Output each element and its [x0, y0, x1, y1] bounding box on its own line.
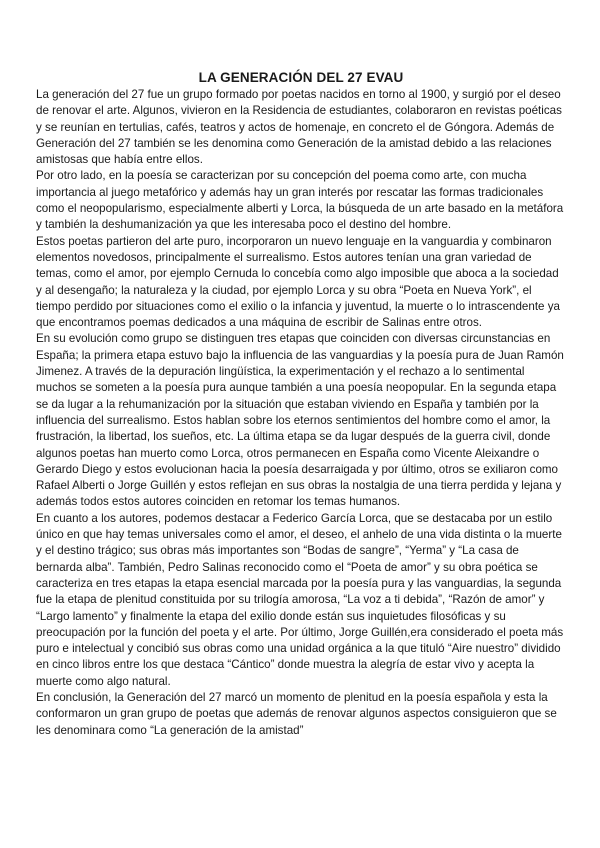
paragraph-themes: Estos poetas partieron del arte puro, incorporaron un nuevo lenguaje en la vanguardia y combinaron elementos novedosos, principalmente el surrealismo. Estos autores tenían una gran variedad de temas, como el amor, por ejemplo Cernuda lo concebía como algo imposible que aboca a la sociedad y al desengaño; la naturaleza y la ciudad, por ejemplo Lorca y su obra “Poeta en Nueva York”, el tiempo perdido por situaciones como el exilio o la infancia y juventud, la muerte o lo intrascendente ya que encontramos poemas dedicados a una máquina de escribir de Salinas entre otros.	[36, 234, 560, 330]
paragraph-authors: En cuanto a los autores, podemos destacar a Federico García Lorca, que se destacaba por un estilo único en que hay temas universales como el amor, el deseo, el anhelo de una vida distinta o la muerte y el destino trágico; sus obras más importantes son “Bodas de sangre”, “Yerma” y “La casa de bernarda alba”. También, Pedro Salinas reconocido como el “Poeta de amor” y su obra poética se caracteriza en tres etapas la etapa esencial marcada por la poesía pura y las vanguardias, la segunda fue la etapa de plenitud constituida por su trilogía amorosa, “La voz a ti debida”, “Razón de amor” y “Largo lamento” y finalmente la etapa del exilio donde están sus inquietudes filosóficas y su preocupación por la función del poeta y el arte. Por último, Jorge Guillén,era considerado el poeta más puro e intelectual y concibió sus obras como una unidad orgánica a la que tituló “Aire nuestro” dividido en cinco libros entre los que destaca “Cántico” donde muestra la alegría de estar vivo y acepta la muerte como algo natural.	[36, 511, 564, 688]
document-title: LA GENERACIÓN DEL 27 EVAU	[198, 70, 404, 85]
paragraph-evolution: En su evolución como grupo se distinguen tres etapas que coinciden con diversas circunstancias en España; la primera etapa estuvo bajo la influencia de las vanguardias y la poesía pura de Juan Ramón Jimenez. A través de la depuración lingüística, la experimentación y el rechazo a lo sentimental muchos se someten a la poesía pura aunque también a una poesía neopopular. En la segunda etapa se da lugar a la rehumanización por la situación que estaban viviendo en España y también por la influencia del surrealismo. Estos hablan sobre los eternos sentimientos del hombre como el amor, la frustración, la libertad, los sueños, etc. La última etapa se da lugar después de la guerra civil, donde algunos poetas han muerto como Lorca, otros permanecen en España como Vicente Aleixandre o Gerardo Diego y estos evolucionan hacia la poesía desarraigada y por último, otros se exiliaron como Rafael Alberti o Jorge Guillén y estos reflejan en sus obras la nostalgia de una tierra perdida y lejana y además todos estos autores coinciden en retomar los temas humanos.	[36, 332, 564, 509]
paragraph-intro: La generación del 27 fue un grupo formado por poetas nacidos en torno al 1900, y surgió por el deseo de renovar el arte. Algunos, vivieron en la Residencia de estudiantes, colaboraron en revistas poéticas y se reunían en tertulias, cafés, teatros y actos de homenaje, en concreto el de Góngora. Además de Generación del 27 también se les denomina como Generación de la amistad debido a las relaciones amistosas que había entre ellos.	[36, 88, 562, 167]
paragraph-conclusion: En conclusión, la Generación del 27 marcó un momento de plenitud en la poesía española y esta la conformaron un gran grupo de poetas que además de renovar algunos aspectos consiguieron que se les denominara como “La generación de la amistad”	[36, 690, 557, 737]
paragraph-characteristics: Por otro lado, en la poesía se caracterizan por su concepción del poema como arte, con mucha importancia al juego metafórico y además hay un gran interés por rescatar las formas tradicionales como el neopopularismo, especialmente alberti y Lorca, la búsqueda de un arte basado en la metáfora y también la deshumanización ya que les interesaba poco el destino del hombre.	[36, 169, 564, 232]
